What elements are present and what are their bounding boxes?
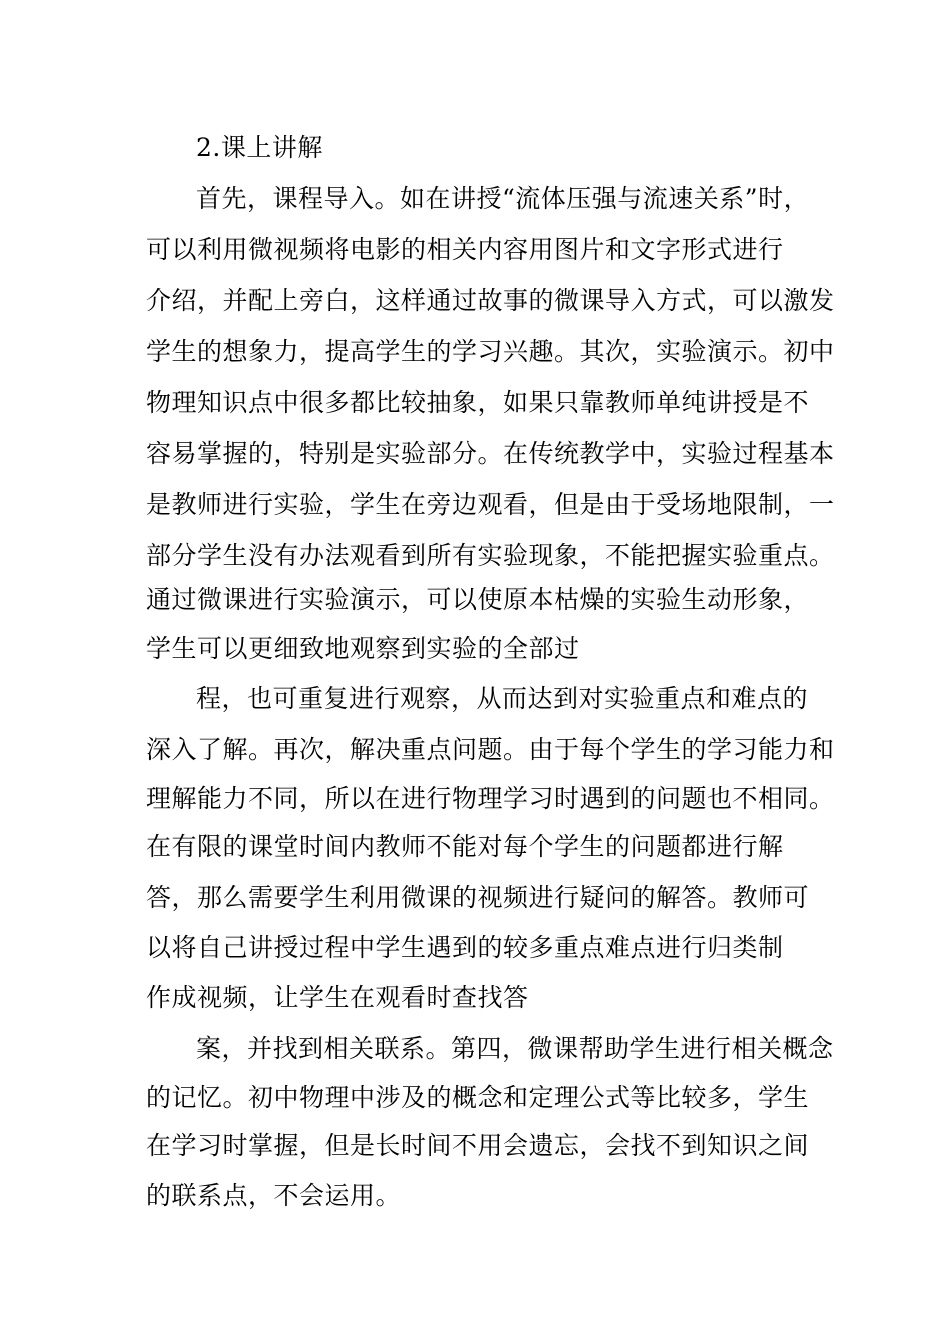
text-line: 的联系点，不会运用。: [146, 1181, 402, 1210]
text-line: 通过微课进行实验演示，可以使原本枯燥的实验生动形象，: [146, 585, 810, 614]
text-line: 可以利用微视频将电影的相关内容用图片和文字形式进行: [146, 235, 784, 264]
text-line: 部分学生没有办法观看到所有实验现象，不能把握实验重点。: [146, 541, 835, 570]
text-line: 理解能力不同，所以在进行物理学习时遇到的问题也不相同。: [146, 784, 835, 813]
text-line: 深入了解。再次，解决重点问题。由于每个学生的学习能力和: [146, 735, 835, 764]
text-line: 在有限的课堂时间内教师不能对每个学生的问题都进行解: [146, 832, 784, 861]
text-line: 首先，课程导入。如在讲授“流体压强与流速关系”时，: [196, 184, 810, 213]
text-line: 学生的想象力，提高学生的学习兴趣。其次，实验演示。初中: [146, 337, 835, 366]
text-line: 是教师进行实验，学生在旁边观看，但是由于受场地限制，一: [146, 490, 835, 519]
text-line: 学生可以更细致地观察到实验的全部过: [146, 634, 580, 663]
text-line: 案，并找到相关联系。第四，微课帮助学生进行相关概念: [196, 1034, 834, 1063]
text-line: 介绍，并配上旁白，这样通过故事的微课导入方式，可以激发: [146, 286, 835, 315]
section-heading: 2.课上讲解: [196, 133, 323, 162]
text-line: 在学习时掌握，但是长时间不用会遗忘，会找不到知识之间: [146, 1131, 810, 1160]
text-line: 作成视频，让学生在观看时查找答: [146, 983, 529, 1012]
text-line: 的记忆。初中物理中涉及的概念和定理公式等比较多，学生: [146, 1083, 810, 1112]
text-line: 程，也可重复进行观察，从而达到对实验重点和难点的: [196, 684, 809, 713]
text-line: 物理知识点中很多都比较抽象，如果只靠教师单纯讲授是不: [146, 388, 810, 417]
text-line: 以将自己讲授过程中学生遇到的较多重点难点进行归类制: [146, 933, 784, 962]
text-line: 容易掌握的，特别是实验部分。在传统教学中，实验过程基本: [146, 439, 835, 468]
text-line: 答，那么需要学生利用微课的视频进行疑问的解答。教师可: [146, 883, 810, 912]
